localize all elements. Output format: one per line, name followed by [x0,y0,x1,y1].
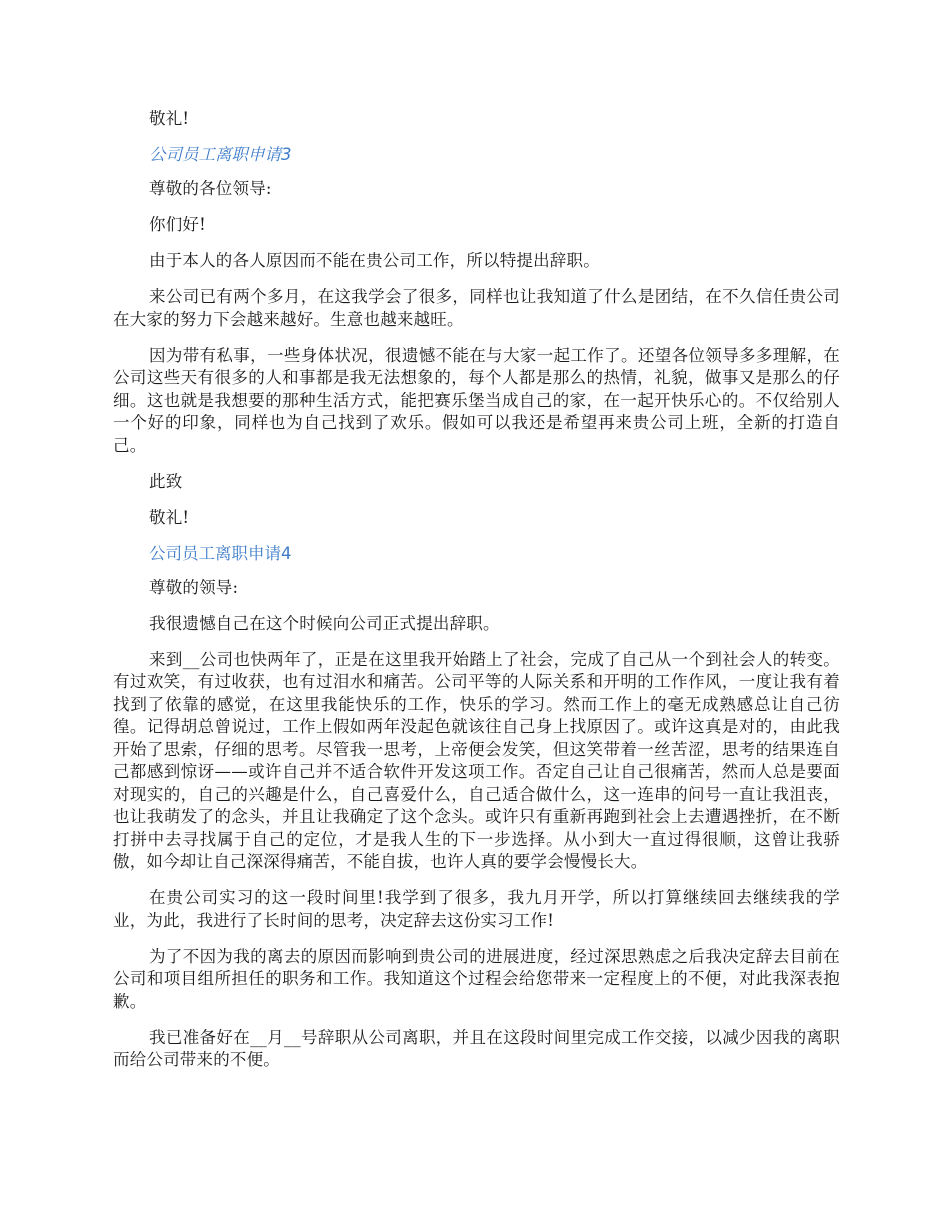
greeting: 尊敬的各位领导: [149,179,272,198]
section-heading-3: 公司员工离职申请3 [149,145,292,164]
paragraph: 因为带有私事，一些身体状况，很遗憾不能在与大家一起工作了。还望各位领导多多理解，在公司这些天有很多的人和事都是我无法想象的，每个人都是那么的热情，礼貌，做事又是那么的仔细。这也就是我想要的那种生活方式，能把赛乐堡当成自己的家，在一起开快乐心的。不仅给别人一个好的印象，同样也为自己找到了欢乐。假如可以我还是希望再来贵公司上班，全新的打造自己。 [113,345,840,455]
closing-regards: 敬礼! [149,507,190,527]
paragraph: 在贵公司实习的这一段时间里!我学到了很多，我九月开学，所以打算继续回去继续我的学业，为此，我进行了长时间的思考，决定辞去这份实习工作! [113,888,840,930]
paragraph: 来到__公司也快两年了，正是在这里我开始踏上了社会，完成了自己从一个到社会人的转变。有过欢笑，有过收获，也有过泪水和痛苦。公司平等的人际关系和开明的工作作风，一度让我有着找到了依靠的感觉，在这里我能快乐的工作，快乐的学习。然而工作上的毫无成熟感总让自己彷徨。记得胡总曾说过，工作上假如两年没起色就该往自己身上找原因了。或许这真是对的，由此我开始了思索，仔细的思考。尽管我一思考，上帝便会发笑，但这笑带着一丝苦涩，思考的结果连自己都感到惊讶——或许自己并不适合软件开发这项工作。否定自己让自己很痛苦，然而人总是要面对现实的，自己的兴趣是什么，自己喜爱什么，自己适合做什么，这一连串的问号一直让我沮丧，也让我萌发了的念头，并且让我确定了这个念头。或许只有重新再跑到社会上去遭遇挫折，在不断打拼中去寻找属于自己的定位，才是我人生的下一步选择。从小到大一直过得很顺，这曾让我骄傲，如今却让自己深深得痛苦，不能自拔，也许人真的要学会慢慢长大。 [113,649,840,871]
section-heading-4: 公司员工离职申请4 [149,543,292,563]
closing-phrase: 此致 [149,471,183,491]
closing-regards: 敬礼! [149,109,190,128]
paragraph: 为了不因为我的离去的原因而影响到贵公司的进展进度，经过深思熟虑之后我决定辞去目前在公司和项目组所担任的职务和工作。我知道这个过程会给您带来一定程度上的不便，对此我深表抱歉。 [113,946,840,1011]
paragraph: 来公司已有两个多月，在这我学会了很多，同样也让我知道了什么是团结，在不久信任贵公司在大家的努力下会越来越好。生意也越来越旺。 [113,287,840,329]
paragraph: 我已准备好在__月__号辞职从公司离职，并且在这段时间里完成工作交接，以减少因我的离职而给公司带来的不便。 [113,1027,840,1069]
paragraph: 由于本人的各人原因而不能在贵公司工作，所以特提出辞职。 [149,251,600,270]
greeting: 尊敬的领导: [149,577,239,597]
paragraph: 我很遗憾自己在这个时候向公司正式提出辞职。 [149,613,500,633]
document-page [113,108,840,1085]
salutation: 你们好! [149,215,206,234]
